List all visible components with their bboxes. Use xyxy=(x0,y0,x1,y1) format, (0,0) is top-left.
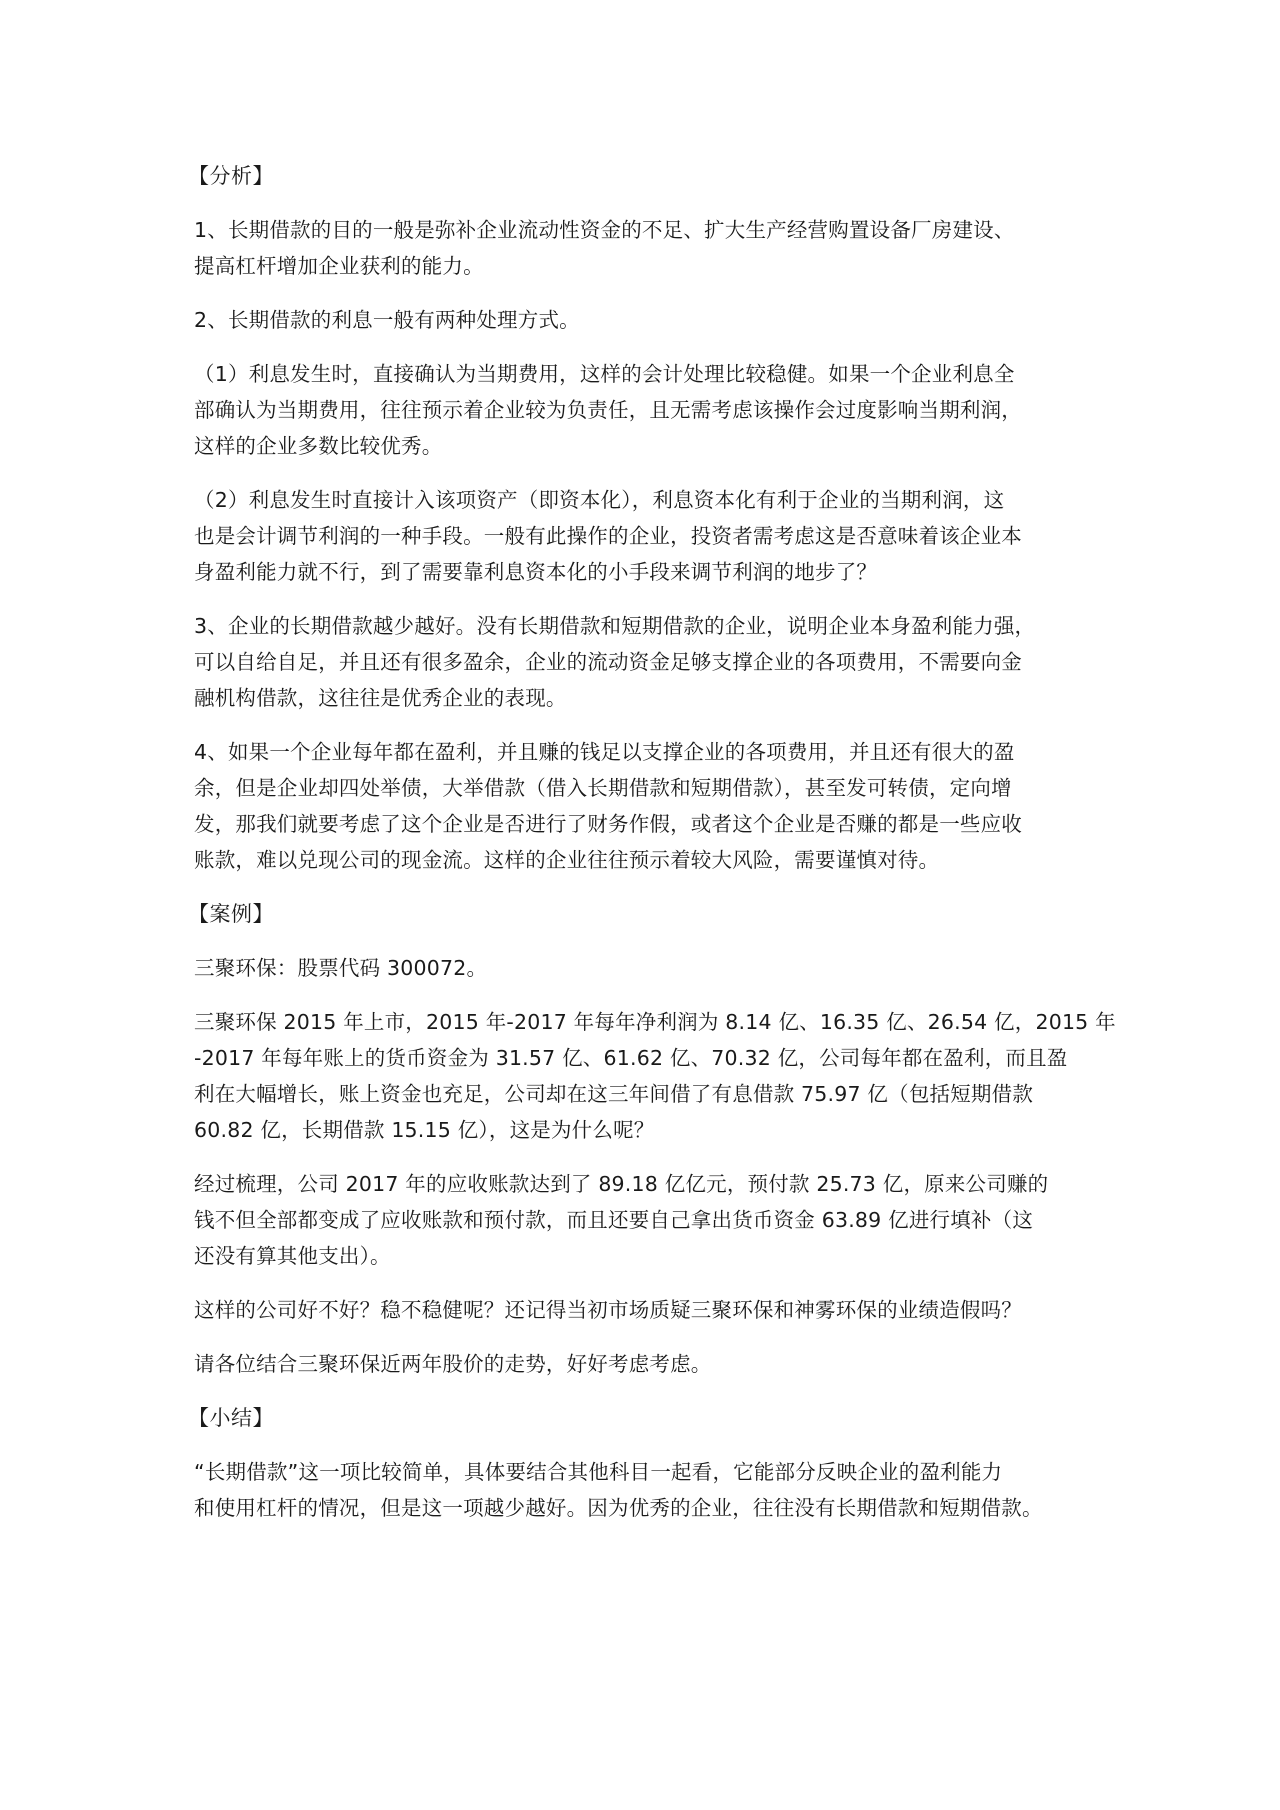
case-paragraph-2 xyxy=(194,1004,1116,1148)
text-line: 和使用杠杆的情况，但是这一项越少越好。因为优秀的企业，往往没有长期借款和短期借款。 xyxy=(194,1496,1043,1520)
text-line: 三聚环保 2015 年上市，2015 年-2017 年每年净利润为 8.14 亿、16.35 亿、26.54 亿，2015 年 xyxy=(194,1010,1116,1034)
text-line: 2、长期借款的利息一般有两种处理方式。 xyxy=(194,308,580,332)
analysis-paragraph-2 xyxy=(194,302,1094,338)
summary-paragraph-1 xyxy=(194,1454,1094,1526)
text-line: 请各位结合三聚环保近两年股价的走势，好好考虑考虑。 xyxy=(194,1352,712,1376)
text-line: 60.82 亿，长期借款 15.15 亿），这是为什么呢？ xyxy=(194,1118,655,1142)
text-line: 可以自给自足，并且还有很多盈余，企业的流动资金足够支撑企业的各项费用，不需要向金 xyxy=(194,650,1022,674)
text-line: 这样的公司好不好？稳不稳健呢？还记得当初市场质疑三聚环保和神雾环保的业绩造假吗？ xyxy=(194,1298,1022,1322)
text-line: （1）利息发生时，直接确认为当期费用，这样的会计处理比较稳健。如果一个企业利息全 xyxy=(194,362,1015,386)
text-line: 部确认为当期费用，往往预示着企业较为负责任，且无需考虑该操作会过度影响当期利润， xyxy=(194,398,1022,422)
analysis-paragraph-3 xyxy=(194,356,1094,464)
analysis-paragraph-6 xyxy=(194,734,1094,878)
text-line: 账款，难以兑现公司的现金流。这样的企业往往预示着较大风险，需要谨慎对待。 xyxy=(194,848,940,872)
text-line: 提高杠杆增加企业获利的能力。 xyxy=(194,254,484,278)
analysis-paragraph-4 xyxy=(194,482,1094,590)
text-line: 还没有算其他支出）。 xyxy=(194,1244,391,1268)
text-line: 利在大幅增长，账上资金也充足，公司却在这三年间借了有息借款 75.97 亿（包括短期借款 xyxy=(194,1082,1034,1106)
case-paragraph-4 xyxy=(194,1292,1094,1328)
case-heading: 【案例】 xyxy=(188,902,274,926)
text-line: 钱不但全部都变成了应收账款和预付款，而且还要自己拿出货币资金 63.89 亿进行填补（这 xyxy=(194,1208,1034,1232)
analysis-paragraph-5 xyxy=(194,608,1094,716)
analysis-heading: 【分析】 xyxy=(188,164,274,188)
text-line: -2017 年每年账上的货币资金为 31.57 亿、61.62 亿、70.32 亿，公司每年都在盈利，而且盈 xyxy=(194,1046,1068,1070)
text-line: 4、如果一个企业每年都在盈利，并且赚的钱足以支撑企业的各项费用，并且还有很大的盈 xyxy=(194,740,1015,764)
text-line: 余，但是企业却四处举债，大举借款（借入长期借款和短期借款），甚至发可转债，定向增 xyxy=(194,776,1012,800)
text-line: 三聚环保：股票代码 300072。 xyxy=(194,956,488,980)
summary-heading: 【小结】 xyxy=(188,1406,274,1430)
text-line: 身盈利能力就不行，到了需要靠利息资本化的小手段来调节利润的地步了？ xyxy=(194,560,878,584)
text-line: 融机构借款，这往往是优秀企业的表现。 xyxy=(194,686,567,710)
analysis-paragraph-1 xyxy=(194,212,1094,284)
text-line: （2）利息发生时直接计入该项资产（即资本化），利息资本化有利于企业的当期利润，这 xyxy=(194,488,1005,512)
text-line: 也是会计调节利润的一种手段。一般有此操作的企业，投资者需考虑这是否意味着该企业本 xyxy=(194,524,1022,548)
case-paragraph-1 xyxy=(194,950,1094,986)
text-line: 3、企业的长期借款越少越好。没有长期借款和短期借款的企业，说明企业本身盈利能力强， xyxy=(194,614,1036,638)
text-line: “长期借款”这一项比较简单，具体要结合其他科目一起看，它能部分反映企业的盈利能力 xyxy=(194,1460,1003,1484)
text-line: 1、长期借款的目的一般是弥补企业流动性资金的不足、扩大生产经营购置设备厂房建设、 xyxy=(194,218,1015,242)
text-line: 这样的企业多数比较优秀。 xyxy=(194,434,443,458)
text-line: 经过梳理，公司 2017 年的应收账款达到了 89.18 亿亿元，预付款 25.73 亿，原来公司赚的 xyxy=(194,1172,1049,1196)
case-paragraph-5 xyxy=(194,1346,1094,1382)
text-line: 发，那我们就要考虑了这个企业是否进行了财务作假，或者这个企业是否赚的都是一些应收 xyxy=(194,812,1022,836)
case-paragraph-3 xyxy=(194,1166,1094,1274)
document-body xyxy=(188,158,1116,1544)
